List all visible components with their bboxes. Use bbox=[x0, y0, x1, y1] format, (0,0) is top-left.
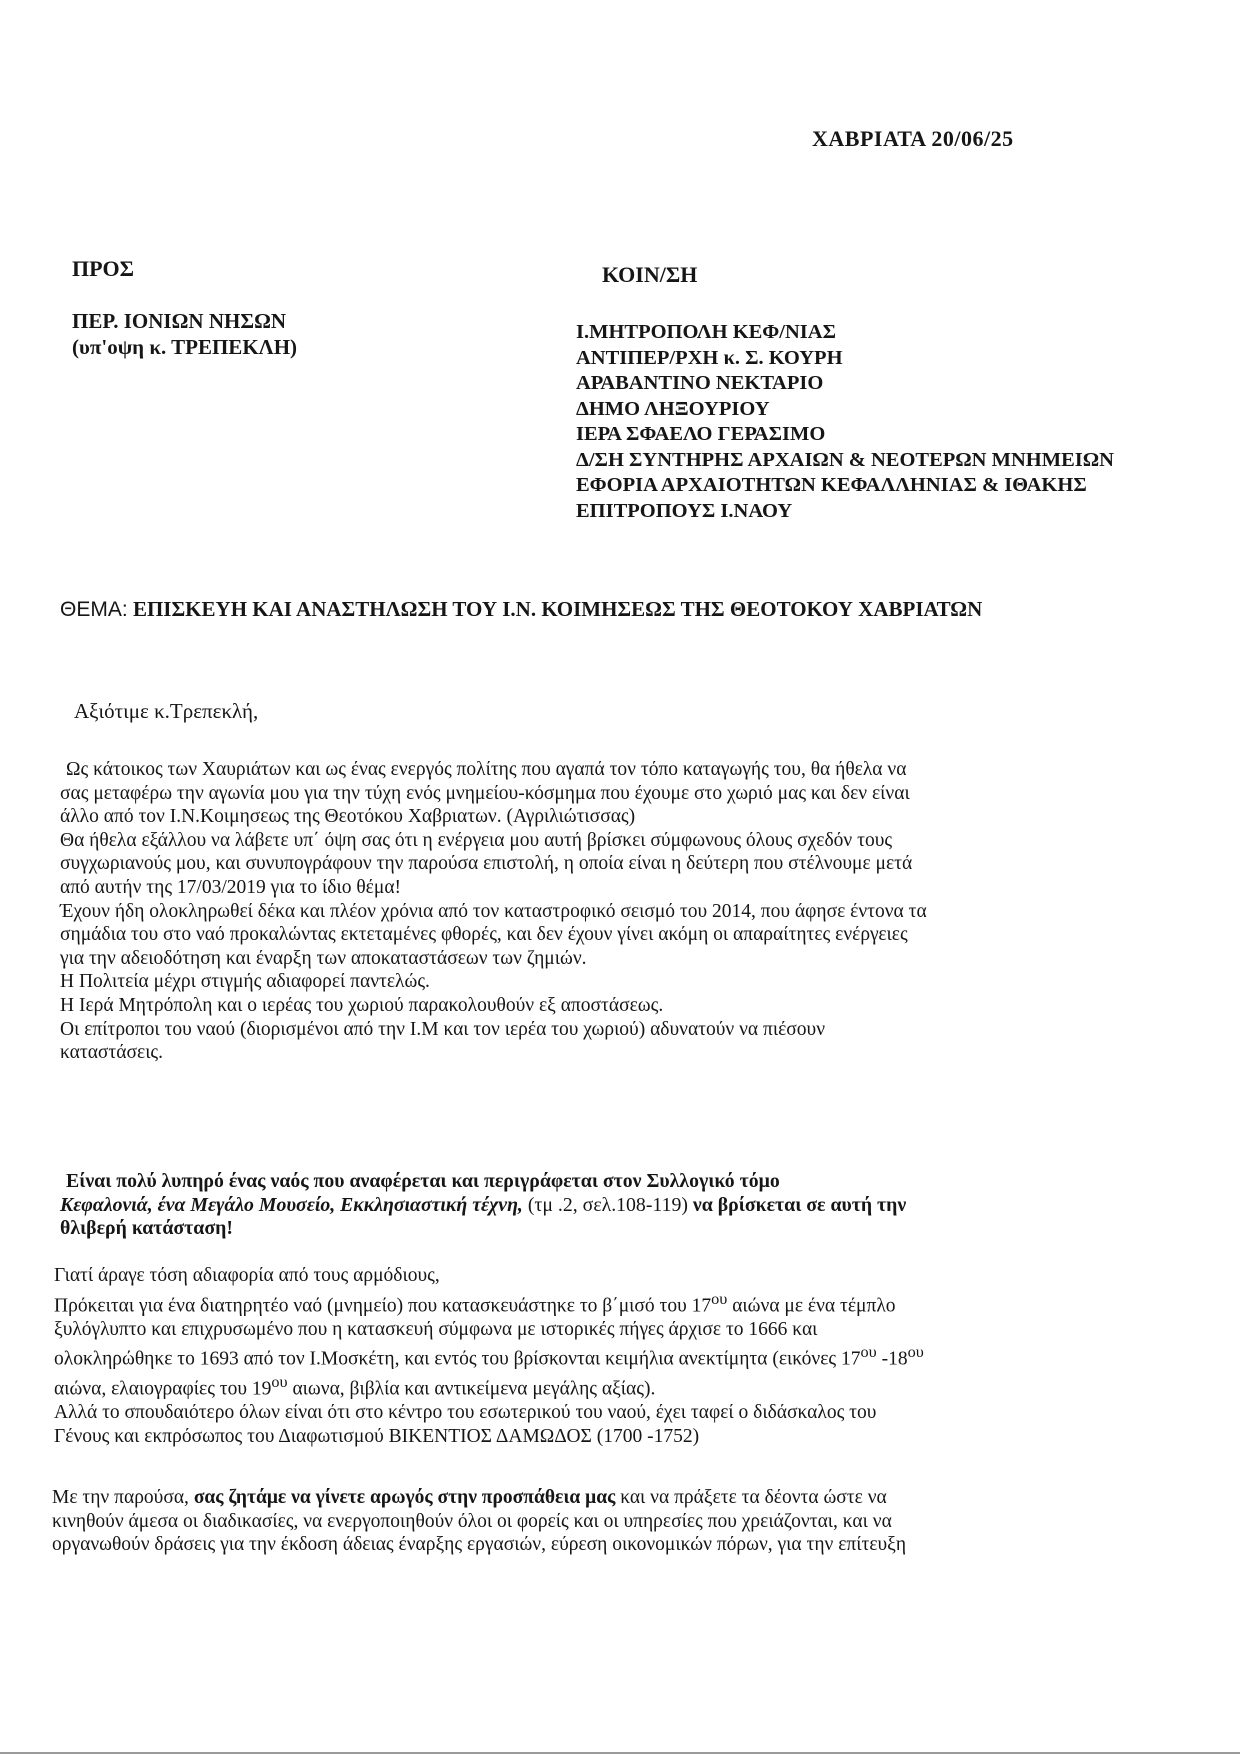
body-span: και να πράξετε τα δέοντα ώστε να bbox=[615, 1487, 887, 1508]
paragraph-1 bbox=[60, 758, 927, 1065]
recipient-block bbox=[72, 308, 297, 360]
superscript: ου bbox=[860, 1343, 877, 1362]
body-line: σας μεταφέρω την αγωνία μου για την τύχη ενός μνημείου-κόσμημα που έχουμε στο χωριό μας και δεν είναι bbox=[60, 782, 910, 804]
body-line bbox=[54, 1371, 924, 1401]
body-span: να βρίσκεται σε αυτή την bbox=[687, 1193, 907, 1216]
book-reference: (τμ .2, σελ.108-119) bbox=[522, 1193, 688, 1216]
body-span: Με την παρούσα, bbox=[52, 1487, 194, 1508]
greeting: Αξιότιμε κ.Τρεπεκλή, bbox=[74, 699, 259, 723]
body-span: Πρόκειται για ένα διατηρητέο ναό (μνημείο) που κατασκευάστηκε το β΄μισό του 17 bbox=[54, 1295, 712, 1317]
body-line: σημάδια του στο ναό προκαλώντας εκτεταμένες φθορές, και δεν έχουν γίνει ακόμη οι απαραίτητες ενέργειες bbox=[60, 924, 908, 946]
body-line: Αλλά το σπουδαιότερο όλων είναι ότι στο κέντρο του εσωτερικού του ναού, έχει ταφεί ο διδάσκαλος του bbox=[54, 1402, 877, 1424]
body-line: για την αδειοδότηση και έναρξη των αποκαταστάσεων των ζημιών. bbox=[60, 947, 587, 969]
body-span: αιωνα, βιβλία και αντικείμενα μεγάλης αξίας). bbox=[287, 1378, 656, 1400]
body-line: οργανωθούν δράσεις για την έκδοση άδειας έναρξης εργασιών, εύρεση οικονομικών πόρων, για την επίτευξη bbox=[52, 1534, 907, 1556]
body-line: συγχωριανούς μου, και συνυπογράφουν την παρούσα επιστολή, η οποία είναι η δεύτερη που στέλνουμε μετά bbox=[60, 853, 913, 875]
cc-line: ΔΗΜΟ ΛΗΞΟΥΡΙΟΥ bbox=[576, 397, 770, 420]
body-line: Ως κάτοικος των Χαυριάτων και ως ένας ενεργός πολίτης που αγαπά τον τόπο καταγωγής του, θα ήθελα να bbox=[66, 759, 907, 780]
recipient-line: (υπ'οψη κ. ΤΡΕΠΕΚΛΗ) bbox=[72, 335, 298, 359]
cc-line: Δ/ΣΗ ΣΥΝΤΗΡΗΣ ΑΡΧΑΙΩΝ & ΝΕΟΤΕΡΩΝ ΜΝΗΜΕΙΩΝ bbox=[576, 448, 1114, 471]
body-span: ολοκληρώθηκε το 1693 από τον Ι.Μοσκέτη, και εντός του βρίσκονται κειμήλια ανεκτίμητα (εικόνες 17 bbox=[54, 1348, 861, 1370]
recipient-label: ΠΡΟΣ bbox=[72, 256, 135, 281]
body-line: Έχουν ήδη ολοκληρωθεί δέκα και πλέον χρόνια από τον καταστροφικό σεισμό του 2014, που άφησε έντονα τα bbox=[60, 900, 927, 922]
request-emphasis: σας ζητάμε να γίνετε αρωγός στην προσπάθεια μας bbox=[193, 1487, 616, 1508]
superscript: ου bbox=[271, 1373, 288, 1392]
superscript: ου bbox=[907, 1343, 924, 1362]
body-line: Γιατί άραγε τόση αδιαφορία από τους αρμόδιους, bbox=[54, 1265, 440, 1286]
subject-line bbox=[60, 597, 982, 622]
cc-line: ΕΠΙΤΡΟΠΟΥΣ Ι.ΝΑΟΥ bbox=[576, 499, 793, 522]
cc-line: Ι.ΜΗΤΡΟΠΟΛΗ ΚΕΦ/ΝΙΑΣ bbox=[576, 321, 836, 343]
subject-label: ΘΕΜΑ: bbox=[60, 598, 128, 621]
body-line: θλιβερή κατάσταση! bbox=[60, 1217, 233, 1240]
cc-block bbox=[576, 320, 1114, 524]
cc-line: ΑΡΑΒΑΝΤΙΝΟ ΝΕΚΤΑΡΙΟ bbox=[576, 372, 824, 394]
scan-edge-line bbox=[0, 1752, 1240, 1754]
cc-line: ΙΕΡΑ ΣΦΑΕΛΟ ΓΕΡΑΣΙΜΟ bbox=[576, 423, 826, 445]
body-line bbox=[52, 1486, 906, 1510]
body-line: Γένους και εκπρόσωπος του Διαφωτισμού ΒΙΚΕΝΤΙΟΣ ΔΑΜΩΔΟΣ (1700 -1752) bbox=[54, 1426, 700, 1448]
body-span: αιώνα με ένα τέμπλο bbox=[727, 1295, 896, 1317]
paragraph-3 bbox=[54, 1264, 924, 1449]
cc-label: ΚΟΙΝ/ΣΗ bbox=[602, 262, 698, 287]
body-line: Θα ήθελα εξάλλου να λάβετε υπ΄ όψη σας ότι η ενέργεια μου αυτή βρίσκει σύμφωνους όλους σχεδόν τους bbox=[60, 829, 893, 851]
cc-line: ΕΦΟΡΙΑ ΑΡΧΑΙΟΤΗΤΩΝ ΚΕΦΑΛΛΗΝΙΑΣ & ΙΘΑΚΗΣ bbox=[576, 474, 1087, 496]
recipient-line: ΠΕΡ. ΙΟΝΙΩΝ ΝΗΣΩΝ bbox=[72, 309, 287, 333]
body-line bbox=[54, 1341, 924, 1371]
letter-date: ΧΑΒΡΙΑΤΑ 20/06/25 bbox=[812, 126, 1014, 151]
body-line: καταστάσεις. bbox=[60, 1042, 164, 1064]
paragraph-4 bbox=[52, 1486, 906, 1557]
body-line: Είναι πολύ λυπηρό ένας ναός που αναφέρεται και περιγράφεται στον Συλλογικό τόμο bbox=[66, 1170, 780, 1192]
body-line bbox=[54, 1288, 924, 1318]
body-line: ξυλόγλυπτο και επιχρυσωμένο που η κατασκευή σύμφωνα με ιστορικές πήγες άρχισε το 1666 και bbox=[54, 1318, 818, 1340]
body-line: Οι επίτροποι του ναού (διορισμένοι από την Ι.Μ και τον ιερέα του χωριού) αδυνατούν να πιέσουν bbox=[60, 1018, 826, 1040]
paragraph-2 bbox=[60, 1170, 906, 1241]
body-line: από αυτήν της 17/03/2019 για το ίδιο θέμα! bbox=[60, 876, 402, 898]
body-span: -18 bbox=[876, 1348, 908, 1370]
book-title: Κεφαλονιά, ένα Μεγάλο Μουσείο, Εκκλησιαστική τέχνη, bbox=[60, 1193, 523, 1216]
body-line: κινηθούν άμεσα οι διαδικασίες, να ενεργοποιηθούν όλοι οι φορείς και οι υπηρεσίες που χρειάζονται, και να bbox=[52, 1510, 892, 1532]
body-span: αιώνα, ελαιογραφίες του 19 bbox=[54, 1378, 272, 1400]
subject-text: ΕΠΙΣΚΕΥΗ ΚΑΙ ΑΝΑΣΤΗΛΩΣΗ ΤΟΥ Ι.Ν. ΚΟΙΜΗΣΕΩΣ ΤΗΣ ΘΕΟΤΟΚΟΥ ΧΑΒΡΙΑΤΩΝ bbox=[132, 597, 983, 621]
body-line: άλλο από τον Ι.Ν.Κοιμησεως της Θεοτόκου Χαβριατων. (Αγριλιώτισσας) bbox=[60, 806, 636, 828]
body-line: Η Ιερά Μητρόπολη και ο ιερέας του χωριού παρακολουθούν εξ αποστάσεως. bbox=[60, 994, 664, 1016]
body-line bbox=[60, 1194, 906, 1218]
body-line: Η Πολιτεία μέχρι στιγμής αδιαφορεί παντελώς. bbox=[60, 971, 430, 993]
cc-line: ΑΝΤΙΠΕΡ/ΡΧΗ κ. Σ. ΚΟΥΡΗ bbox=[576, 346, 843, 369]
superscript: ου bbox=[711, 1289, 728, 1308]
